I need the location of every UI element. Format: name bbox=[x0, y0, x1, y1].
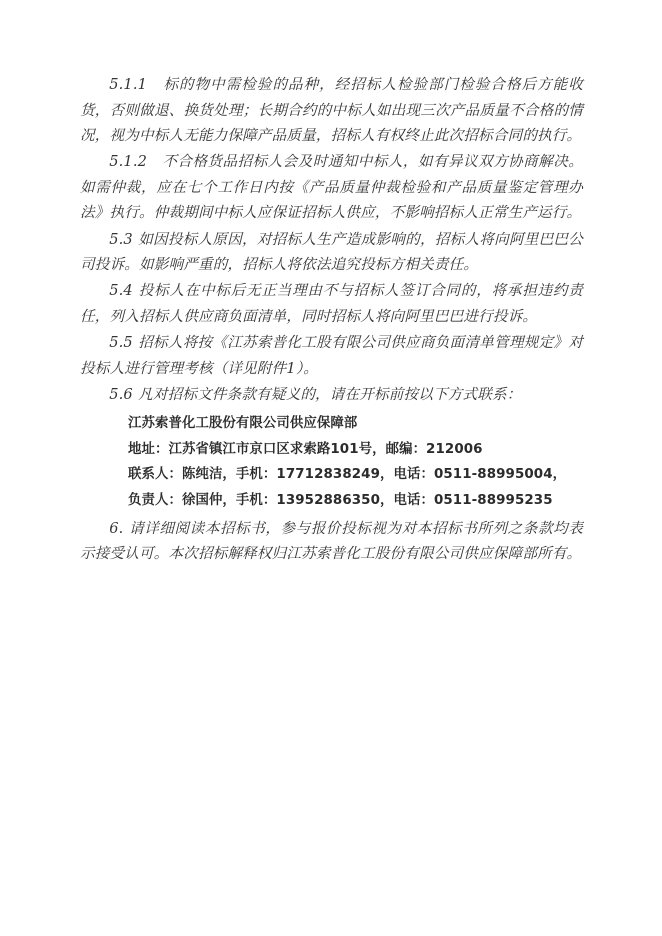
clause-paragraph-5-6: 5.6 凡对招标文件条款有疑义的，请在开标前按以下方式联系： bbox=[109, 385, 522, 403]
clause-paragraph-5-5: 5.5 招标人将按《江苏索普化工股有限公司供应商负面清单管理规定》对投标人进行管理考核（详见附件1）。 bbox=[80, 333, 583, 377]
clause-paragraph-5-1-2: 5.1.2 不合格货品招标人会及时通知中标人，如有异议双方协商解决。如需仲裁，应在七个工作日内按《产品质量仲裁检验和产品质量鉴定管理办法》执行。仲裁期间中标人应保证招标人供应，不影响招标人正常生产运行。 bbox=[80, 153, 583, 222]
contact-information-block bbox=[80, 411, 583, 513]
contact-company-department: 江苏索普化工股份有限公司供应保障部 bbox=[128, 416, 358, 432]
document-body bbox=[80, 72, 583, 567]
clause-paragraph-5-1-1: 5.1.1 标的物中需检验的品种，经招标人检验部门检验合格后方能收货，否则做退、换货处理；长期合约的中标人如出现三次产品质量不合格的情况，视为中标人无能力保障产品质量，招标人有权终止此次招标合同的执行。 bbox=[80, 76, 583, 145]
clause-paragraph-5-3: 5.3 如因投标人原因，对招标人生产造成影响的，招标人将向阿里巴巴公司投诉。如影响严重的，招标人将依法追究投标方相关责任。 bbox=[80, 230, 583, 274]
contact-person-line: 联系人：陈纯洁，手机：17712838249，电话：0511-88995004， bbox=[128, 467, 567, 483]
contact-address-line: 地址：江苏省镇江市京口区求索路101号，邮编：212006 bbox=[128, 441, 483, 457]
contact-responsible-person-line: 负责人：徐国仲，手机：13952886350，电话：0511-88995235 bbox=[128, 493, 553, 508]
clause-paragraph-5-4: 5.4 投标人在中标后无正当理由不与招标人签订合同的，将承担违约责任，列入招标人供应商负面清单，同时招标人将向阿里巴巴进行投诉。 bbox=[80, 282, 583, 325]
clause-paragraph-6: 6. 请详细阅读本招标书，参与报价投标视为对本招标书所列之条款均表示接受认可。本次招标解释权归江苏索普化工股份有限公司供应保障部所有。 bbox=[80, 519, 583, 563]
